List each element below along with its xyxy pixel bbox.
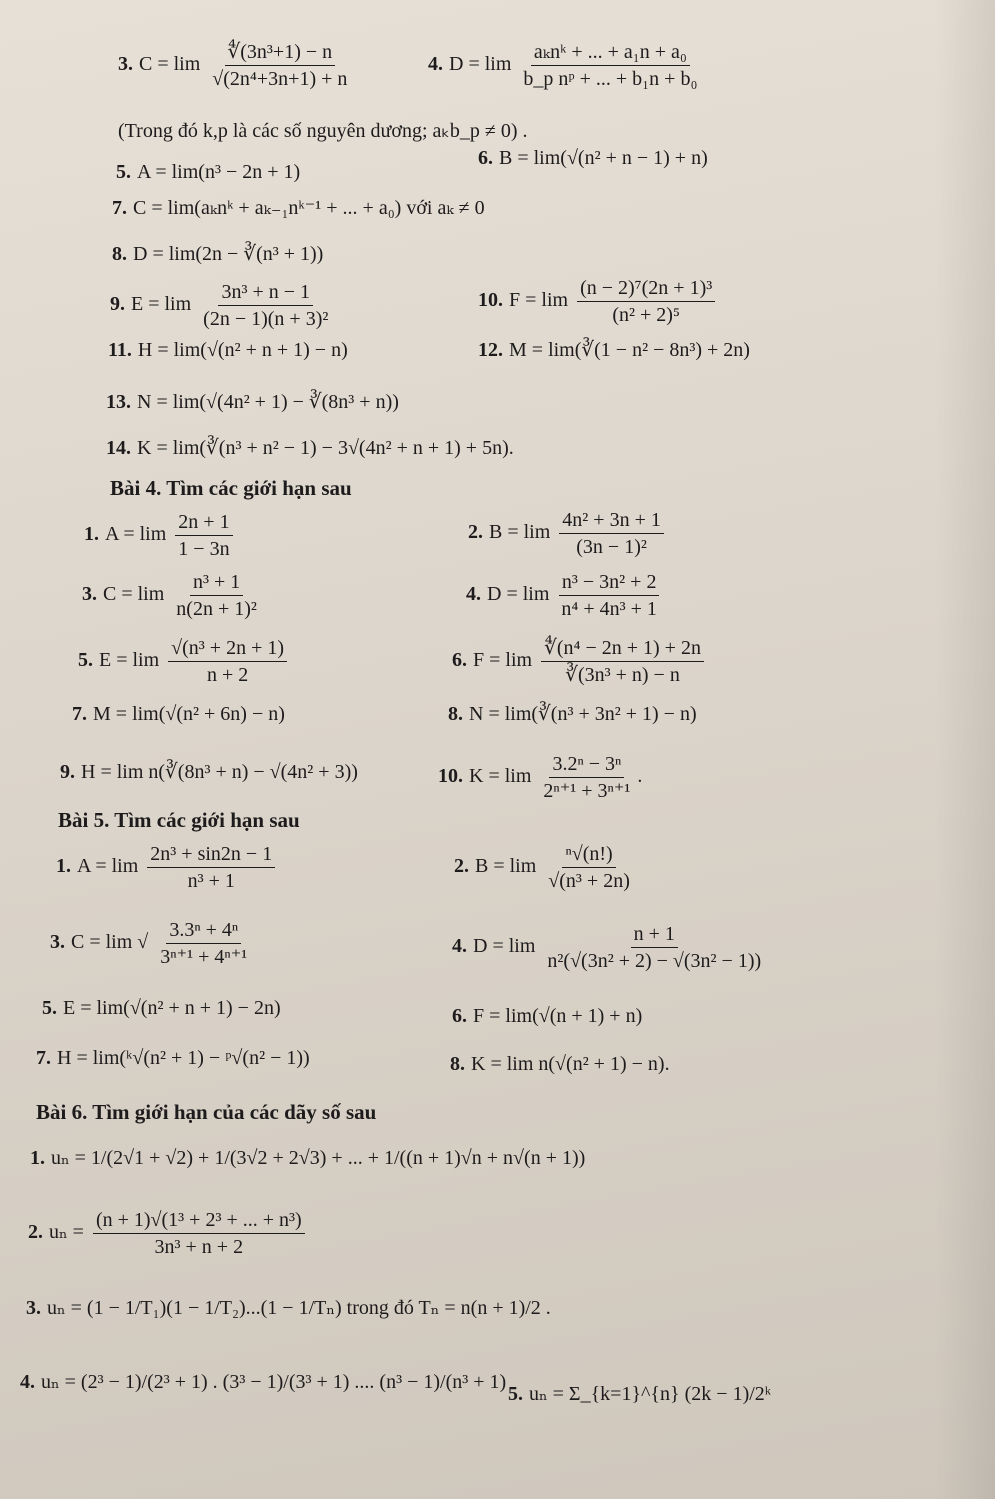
bai4-problem-2: 2. B = lim $\frac{\text{4n² + 3n + 1}}{\text{(3n − 1)²}}$ (468, 508, 668, 559)
bai6-problem-3: 3. uₙ = (1 − 1/T₁)(1 − 1/T₂)...(1 − 1/Tₙ) trong đó Tₙ = n(n + 1)/2 . (26, 1297, 551, 1319)
bai4-problem-3: 3. C = lim $\frac{\text{n³ + 1}}{\text{n(2n + 1)²}}$ (82, 571, 257, 620)
note-k-p: (Trong đó k,p là các số nguyên dương; aₖb_p ≠ 0) . (118, 120, 528, 142)
bai4-problem-4: 4. D = lim $\frac{\text{n³ − 3n² + 2}}{\text{n⁴ + 4n³ + 1}}$ (466, 570, 664, 621)
problem-14: 14. K = lim(∛(n³ + n² − 1) − 3√(4n² + n + 1) + 5n). (106, 437, 514, 459)
bai4-title: Bài 4. Tìm các giới hạn sau (110, 476, 352, 500)
bai4-problem-6: 6. F = lim $\frac{\text{∜(n⁴ − 2n + 1) + 2n}}{\text{∛(3n³ + n) − n}}$ (452, 636, 708, 687)
problem-13: 13. N = lim(√(4n² + 1) − ∛(8n³ + n)) (106, 391, 399, 413)
bai4-problem-9: 9. H = lim n(∛(8n³ + n) − √(4n² + 3)) (60, 761, 358, 783)
problem-11: 11. H = lim(√(n² + n + 1) − n) (108, 339, 348, 361)
bai5-title: Bài 5. Tìm các giới hạn sau (58, 808, 300, 832)
bai5-problem-5: 5. E = lim(√(n² + n + 1) − 2n) (42, 997, 281, 1019)
bai4-problem-8: 8. N = lim(∛(n³ + 3n² + 1) − n) (448, 703, 697, 725)
bai4-problem-7: 7. M = lim(√(n² + 6n) − n) (72, 703, 285, 725)
bai4-problem-5: 5. E = lim $\frac{\text{√(n³ + 2n + 1)}}{n + 2}$ (78, 636, 291, 687)
bai6-problem-1: 1. uₙ = 1/(2√1 + √2) + 1/(3√2 + 2√3) + ... + 1/((n + 1)√n + n√(n + 1)) (30, 1147, 586, 1169)
bai5-problem-6: 6. F = lim(√(n + 1) + n) (452, 1005, 643, 1027)
bai6-problem-5: 5. uₙ = Σ_{k=1}^{n} (2k − 1)/2ᵏ (508, 1383, 772, 1405)
problem-7: 7. C = lim(aₖnᵏ + aₖ₋₁nᵏ⁻¹ + ... + a₀) với aₖ ≠ 0 (112, 197, 485, 219)
bai5-problem-3: 3. C = lim √ $\frac{\text{3.3ⁿ + 4ⁿ}}{\text{3ⁿ⁺¹ + 4ⁿ⁺¹}}$ (50, 919, 248, 968)
bai4-problem-1: 1. A = lim $\frac{2n + 1}{1 - 3n}$ (84, 510, 237, 561)
bai5-problem-7: 7. H = lim(ᵏ√(n² + 1) − ᵖ√(n² − 1)) (36, 1047, 310, 1069)
problem-6: 6. B = lim(√(n² + n − 1) + n) (478, 147, 708, 169)
bai6-title: Bài 6. Tìm giới hạn của các dãy số sau (36, 1100, 377, 1124)
bai6-problem-2: 2. uₙ = $\frac{\text{(n + 1)√(1³ + 2³ + ... + n³)}}{\text{3n³ + n + 2}}$ (28, 1208, 309, 1259)
problem-9: 9. E = lim $\frac{\text{3n³ + n − 1}}{\text{(2n − 1)(n + 3)²}}$ (110, 281, 329, 330)
bai5-problem-1: 1. A = lim $\frac{\text{2n³ + sin2n − 1}}{\text{n³ + 1}}$ (56, 842, 279, 893)
page-edge-shadow (935, 0, 995, 1499)
problem-8: 8. D = lim(2n − ∛(n³ + 1)) (112, 243, 324, 265)
bai5-problem-8: 8. K = lim n(√(n² + 1) − n). (450, 1053, 670, 1075)
bai4-problem-10: 10. K = lim $\frac{\text{3.2ⁿ − 3ⁿ}}{\text{2ⁿ⁺¹ + 3ⁿ⁺¹}}$ . (438, 753, 643, 802)
bai6-problem-4: 4. uₙ = (2³ − 1)/(2³ + 1) . (3³ − 1)/(3³ + 1) .... (n³ − 1)/(n³ + 1) (20, 1371, 507, 1393)
problem-3-top: 3. C = lim $\frac{\text{∜(3n³+1) − n}}{\text{√(2n⁴+3n+1) + n}}$ (118, 41, 348, 90)
problem-5: 5. A = lim(n³ − 2n + 1) (116, 161, 301, 183)
problem-12: 12. M = lim(∛(1 − n² − 8n³) + 2n) (478, 339, 750, 361)
problem-10: 10. F = lim $\frac{\text{(n − 2)⁷(2n + 1)³}}{\text{(n² + 2)⁵}}$ (478, 276, 719, 327)
bai5-problem-4: 4. D = lim $\frac{n + 1}{\text{n²(√(3n² + 2) − √(3n² − 1))}}$ (452, 923, 762, 972)
problem-4-top: 4. D = lim $\frac{\text{aₖnᵏ + ... + a₁n + a₀}}{\text{b\_p nᵖ + ... + b₁n + b₀}}$ (428, 41, 698, 90)
bai5-problem-2: 2. B = lim $\frac{\text{ⁿ√(n!)}}{\text{√(n³ + 2n)}}$ (454, 843, 630, 892)
